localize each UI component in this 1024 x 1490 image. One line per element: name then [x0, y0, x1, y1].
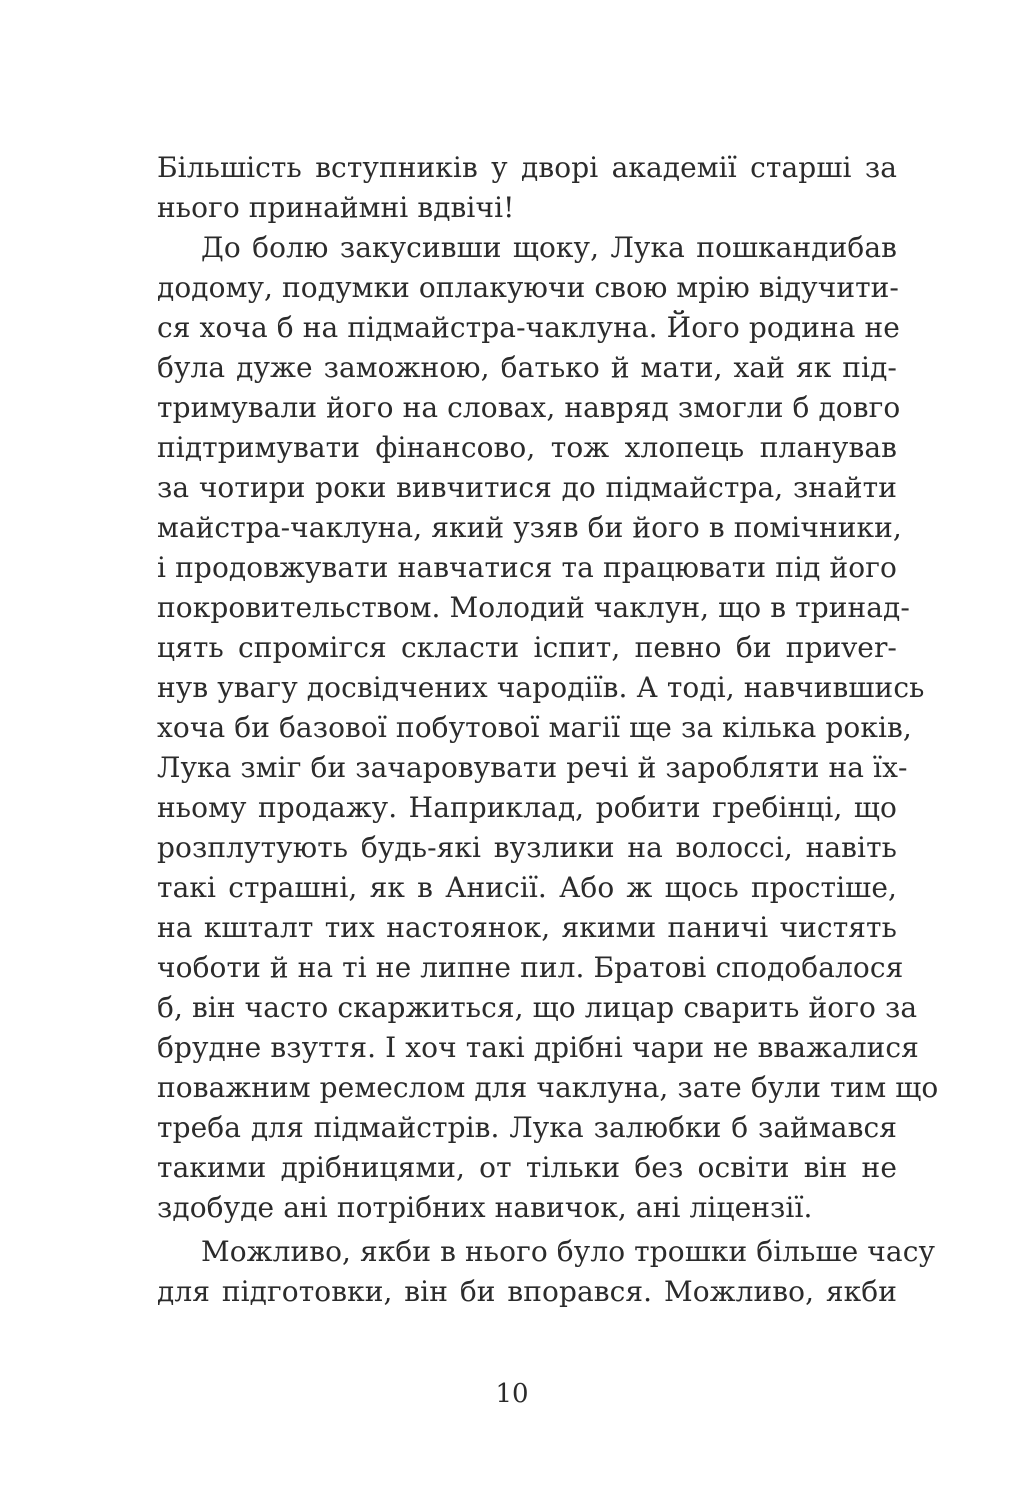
text-line: ньому продажу. Наприклад, робити гребінці, що	[157, 791, 897, 824]
text-line: на кшталт тих настоянок, якими паничі чистять	[157, 911, 897, 944]
text-line: за чотири роки вивчитися до підмайстра, знайти	[157, 471, 897, 504]
text-line: треба для підмайстрів. Лука залюбки б займався	[157, 1111, 897, 1144]
text-line: Більшість вступників у дворі академії старші за	[157, 151, 897, 184]
text-line: Лука зміг би зачаровувати речі й заробляти на їх-	[157, 751, 908, 784]
text-line: і продовжувати навчатися та працювати під його	[157, 551, 897, 584]
text-line: тримували його на словах, навряд змогли б довго	[157, 391, 901, 424]
text-line: Можливо, якби в нього було трошки більше часу	[201, 1235, 936, 1268]
text-line: такі страшні, як в Анисії. Або ж щось простіше,	[157, 871, 897, 904]
paragraph-2	[157, 228, 939, 1228]
text-line: була дуже заможною, батько й мати, хай як під-	[157, 351, 897, 384]
text-line: нув увагу досвідчених чародіїв. А тоді, навчившись	[157, 671, 925, 704]
text-line: здобуде ані потрібних навичок, ані ліцензії.	[157, 1191, 813, 1224]
text-line: такими дрібницями, от тільки без освіти він не	[157, 1151, 897, 1184]
text-line: підтримувати фінансово, тож хлопець планував	[157, 431, 897, 464]
paragraph-3	[157, 1232, 936, 1312]
text-line: майстра-чаклуна, який узяв би його в помічники,	[157, 511, 902, 544]
text-line: брудне взуття. І хоч такі дрібні чари не вважалися	[157, 1031, 919, 1064]
text-line: нього принаймні вдвічі!	[157, 191, 515, 224]
text-line: хоча би базової побутової магії ще за кілька років,	[157, 711, 912, 744]
text-line: До болю закусивши щоку, Лука пошкандибав	[201, 231, 897, 264]
text-line: покровительством. Молодий чаклун, що в тринад-	[157, 591, 910, 624]
text-line: ся хоча б на підмайстра-чаклуна. Його родина не	[157, 311, 900, 344]
text-line: додому, подумки оплакуючи свою мрію відучити-	[157, 271, 899, 304]
paragraph-1	[157, 148, 897, 228]
text-line: б, він часто скаржиться, що лицар сварить його за	[157, 991, 918, 1024]
text-line: поважним ремеслом для чаклуна, зате були тим що	[157, 1071, 939, 1104]
body-text	[157, 148, 939, 1312]
text-line: чоботи й на ті не липне пил. Братові сподобалося	[157, 951, 904, 984]
text-line: для підготовки, він би впорався. Можливо, якби	[157, 1275, 897, 1308]
text-line: цять спромігся скласти іспит, певно би приver-	[157, 631, 897, 664]
page-number: 10	[495, 1379, 529, 1409]
text-line: розплутують будь-які вузлики на волоссі, навіть	[157, 831, 897, 864]
